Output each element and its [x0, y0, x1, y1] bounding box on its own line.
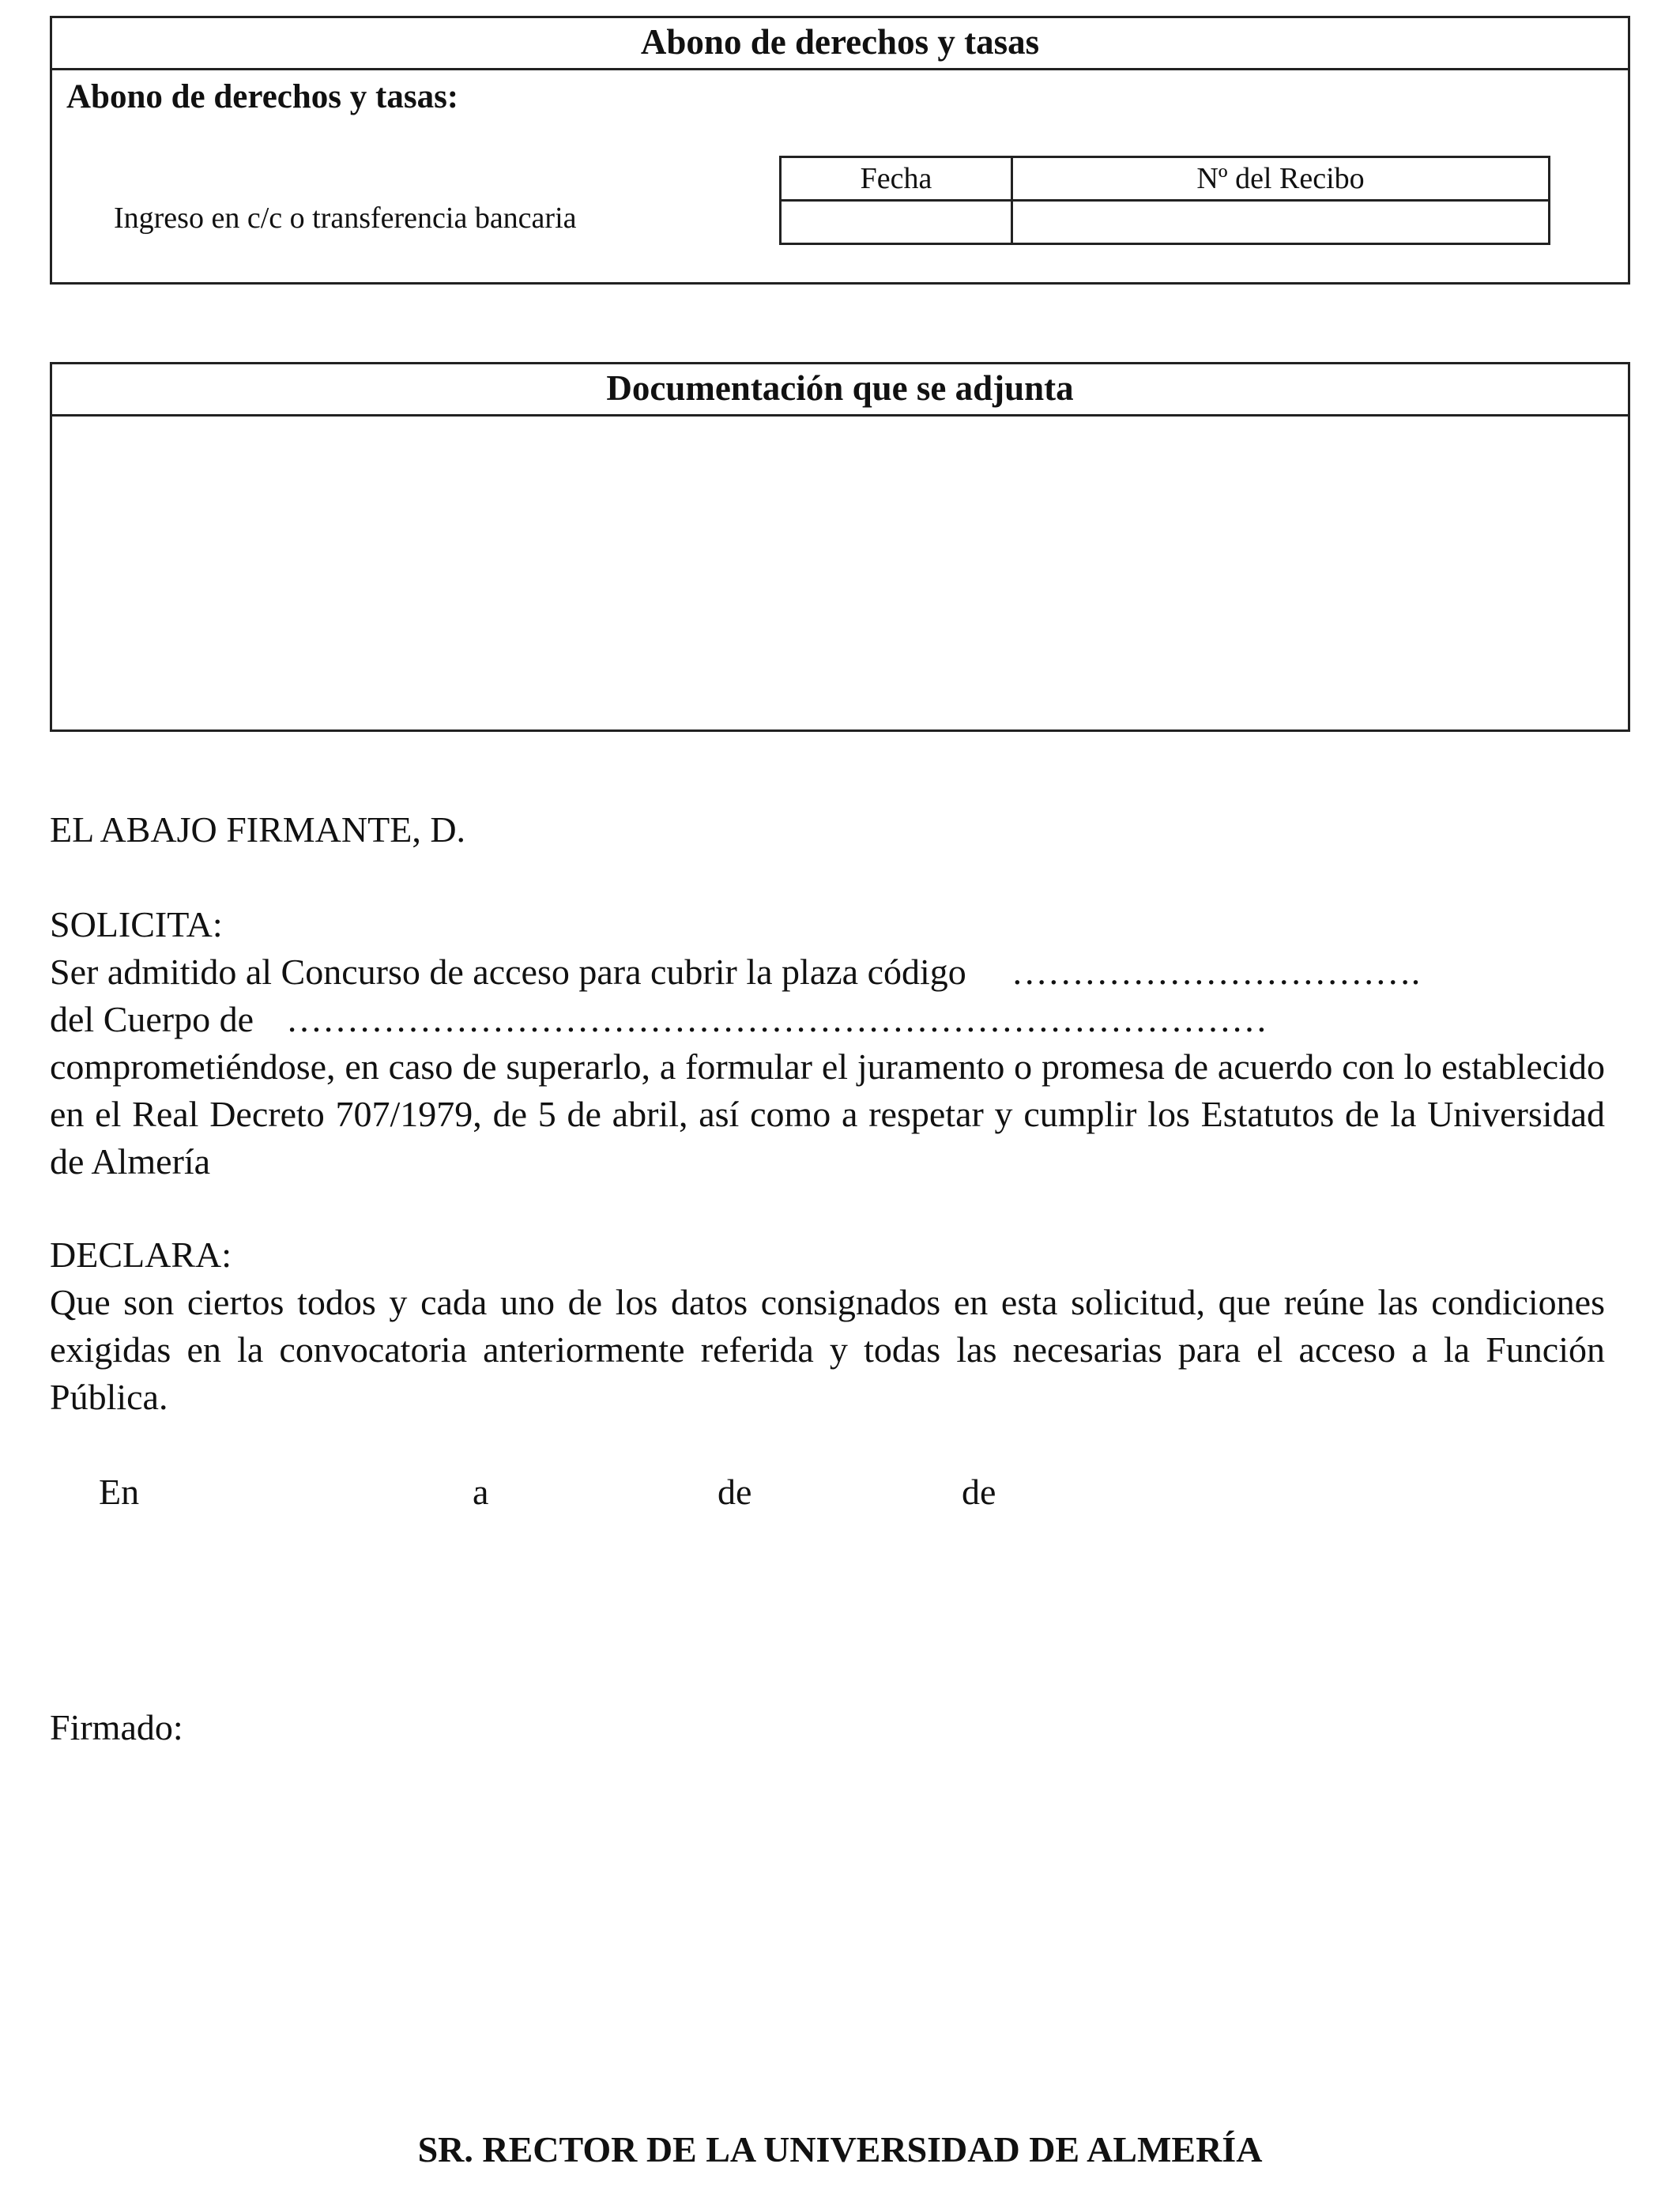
receipt-table-header-row: [781, 157, 1550, 201]
date-year-label: de: [962, 1472, 996, 1512]
solicita-cuerpo-text: del Cuerpo de: [50, 999, 254, 1039]
date-field[interactable]: [781, 201, 1012, 244]
solicita-cuerpo-line: [50, 996, 1605, 1043]
signer-line: EL ABAJO FIRMANTE, D.: [50, 809, 466, 850]
date-month-label: de: [718, 1472, 752, 1512]
fees-section: [50, 16, 1630, 285]
attached-documents-header: Documentación que se adjunta: [52, 364, 1628, 417]
solicita-plaza-line: [50, 948, 1605, 996]
plaza-code-blank[interactable]: …………………………….: [1011, 952, 1421, 992]
solicita-paragraph: comprometiéndose, en caso de superarlo, a formular el juramento o promesa de acuerdo con lo establecido en el Real Decreto 707/1979, de 5 de abril, así como a respetar y cumplir los Estatutos de la Universidad de Almería: [50, 1046, 1605, 1182]
date-place-label: En: [99, 1472, 140, 1512]
cuerpo-blank[interactable]: ………………………………………………………………………: [286, 999, 1268, 1039]
payment-method-label: Ingreso en c/c o transferencia bancaria: [114, 202, 577, 235]
solicita-plaza-text: Ser admitido al Concurso de acceso para cubrir la plaza código: [50, 952, 966, 992]
fees-section-header: Abono de derechos y tasas: [52, 18, 1628, 70]
receipt-number-column-header: Nº del Recibo: [1012, 157, 1550, 201]
declara-label: DECLARA:: [50, 1235, 232, 1275]
signature-label: Firmado:: [50, 1707, 183, 1747]
receipt-number-field[interactable]: [1012, 201, 1550, 244]
declara-paragraph: Que son ciertos todos y cada uno de los datos consignados en esta solicitud, que reúne las condiciones exigidas en la convocatoria anteriormente referida y todas las necesarias para el acceso a la Función Pública.: [50, 1282, 1605, 1417]
addressee: SR. RECTOR DE LA UNIVERSIDAD DE ALMERÍA: [417, 2129, 1263, 2169]
attached-documents-field[interactable]: [52, 417, 1628, 729]
fees-subtitle: Abono de derechos y tasas:: [66, 78, 459, 115]
date-column-header: Fecha: [781, 157, 1012, 201]
receipt-table-input-row: [781, 201, 1550, 244]
solicita-label: SOLICITA:: [50, 904, 223, 944]
attached-documents-section: [50, 362, 1630, 732]
date-day-label: a: [473, 1472, 489, 1512]
receipt-table: [779, 156, 1550, 245]
